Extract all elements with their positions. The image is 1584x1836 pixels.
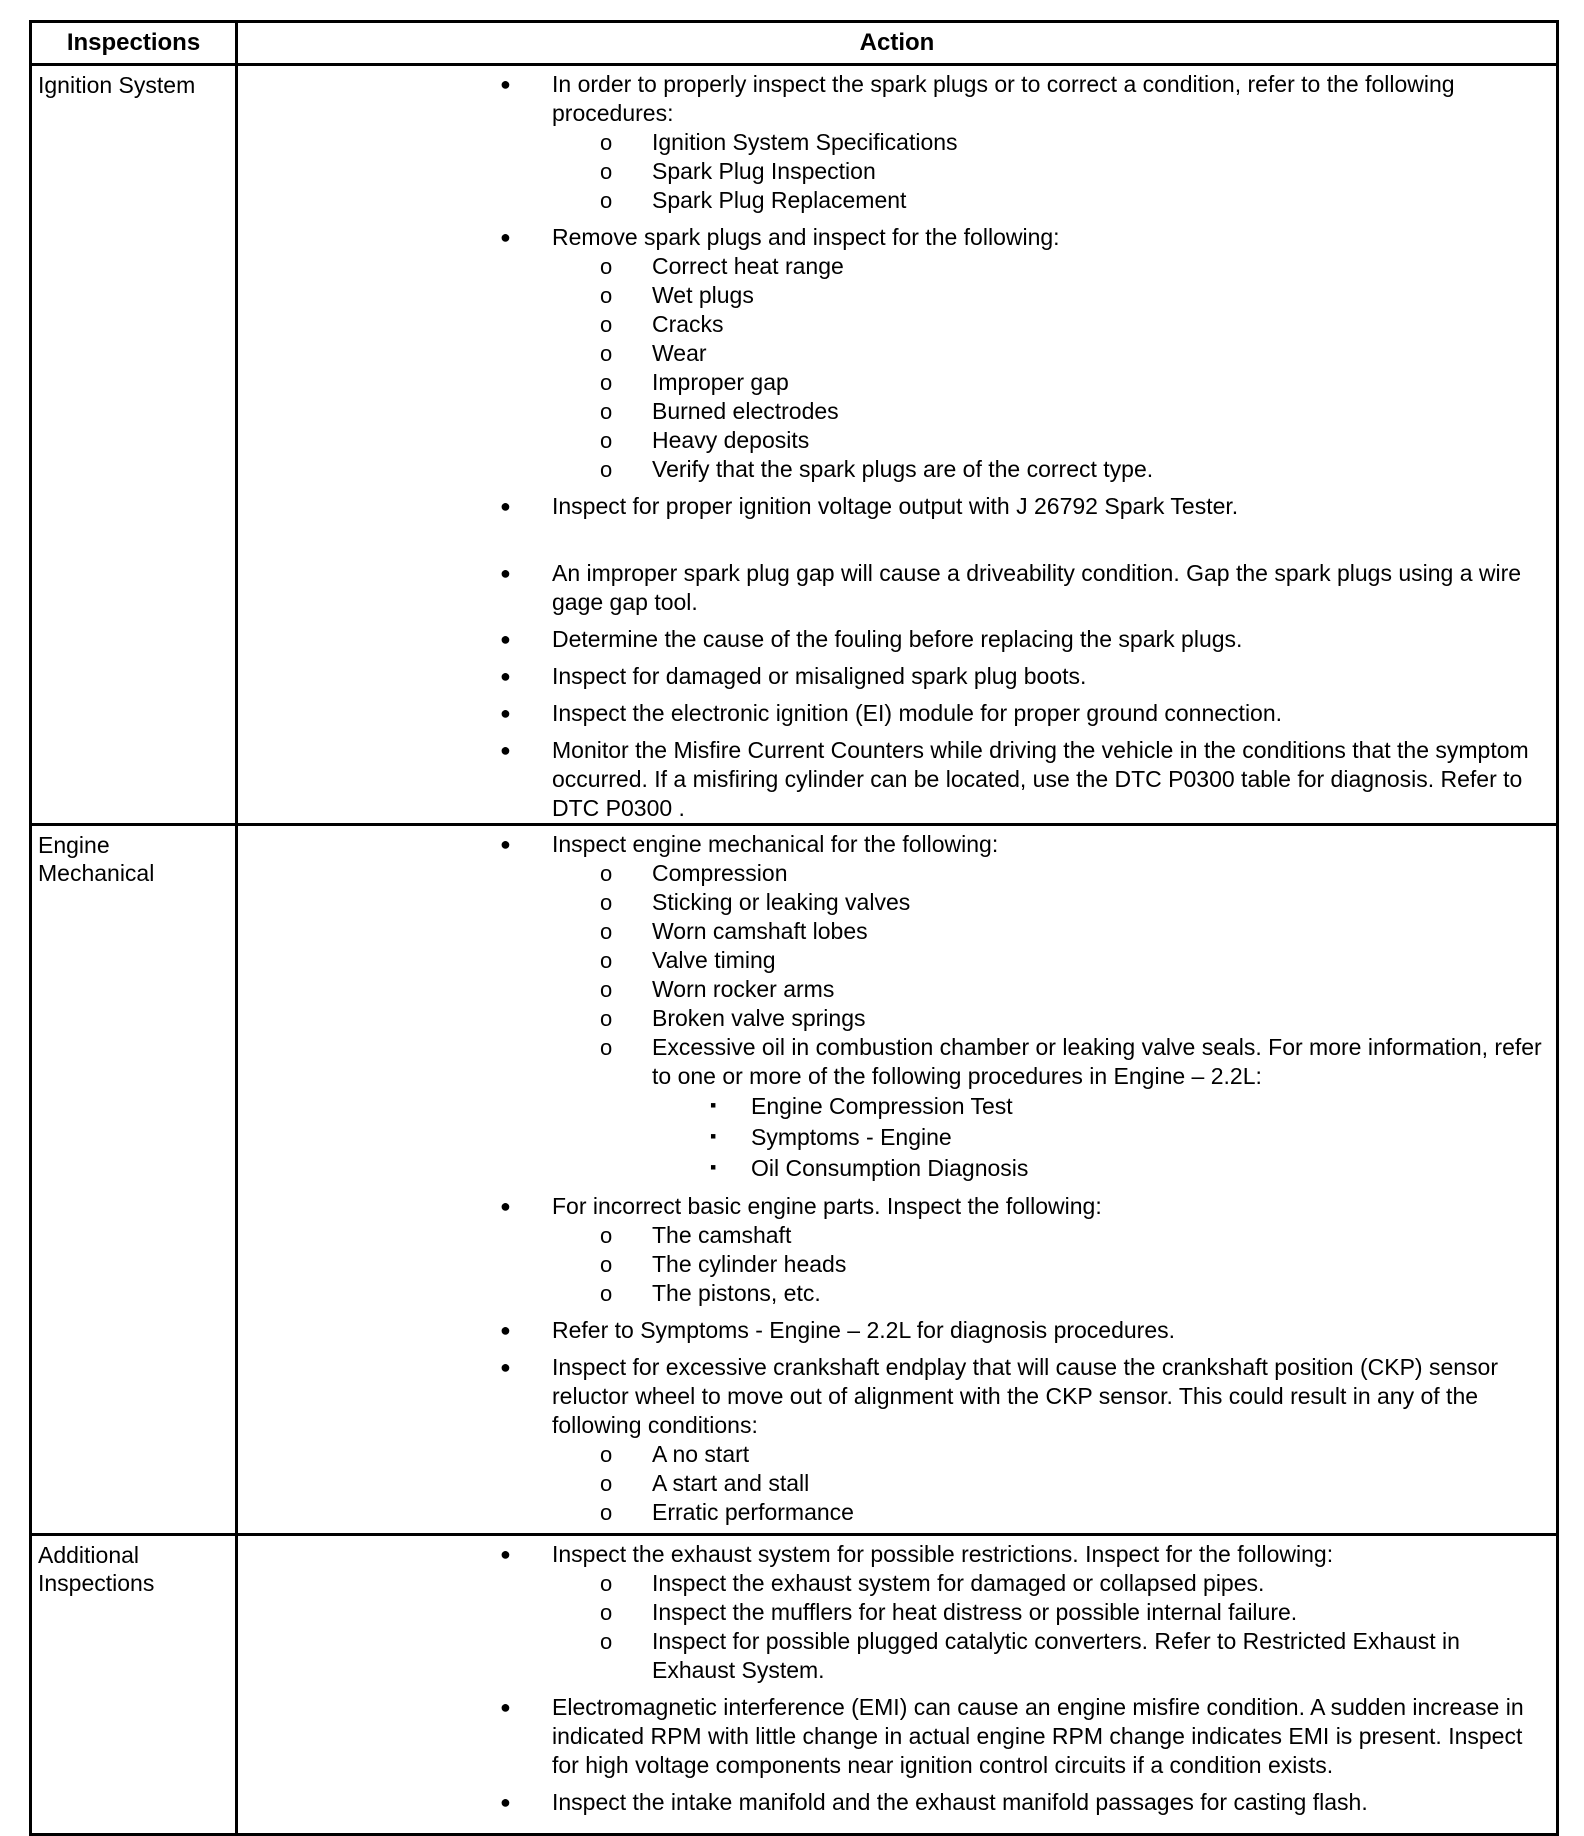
list-item-text: In order to properly inspect the spark plugs or to correct a condition, refer to the following procedures: [552, 71, 1455, 126]
list-item-text: Monitor the Misfire Current Counters while driving the vehicle in the conditions that the symptom occurred. If a misfiring cylinder can be located, use the DTC P0300 table for diagnosis. Refer to DTC P0300 . [552, 737, 1529, 821]
list-spacer [238, 215, 1548, 223]
circle-bullet-icon: o [600, 1600, 613, 1625]
list-item-level-2 [238, 1469, 1548, 1498]
list-item-level-2 [238, 157, 1548, 186]
bullet-icon: ● [500, 496, 511, 516]
list-item-text: Inspect the exhaust system for damaged or collapsed pipes. [652, 1570, 1265, 1596]
list-item-level-2 [238, 1004, 1548, 1033]
list-item-level-1 [238, 1540, 1548, 1569]
list-item-text: Inspect engine mechanical for the following: [552, 831, 999, 857]
list-item-level-2 [238, 917, 1548, 946]
circle-bullet-icon: o [600, 159, 613, 184]
list-item-text: Spark Plug Replacement [652, 187, 907, 213]
action-list [238, 1540, 1548, 1817]
list-item-text: Inspect for possible plugged catalytic converters. Refer to Restricted Exhaust in Exhaust System. [652, 1628, 1460, 1683]
list-item-text: Improper gap [652, 369, 789, 395]
list-item-text: Heavy deposits [652, 427, 810, 453]
circle-bullet-icon: o [600, 188, 613, 213]
list-item-text: Wet plugs [652, 282, 754, 308]
list-item-text: Inspect for damaged or misaligned spark plug boots. [552, 663, 1087, 689]
bullet-icon: ● [500, 1792, 511, 1812]
inspection-label: Engine Mechanical [31, 825, 237, 1535]
square-bullet-icon: ▪ [710, 1157, 717, 1177]
list-item-level-1 [238, 736, 1548, 823]
circle-bullet-icon: o [600, 283, 613, 308]
list-item-level-2 [238, 1627, 1548, 1685]
list-item-text: Cracks [652, 311, 724, 337]
list-item-level-2 [238, 397, 1548, 426]
list-item-level-1 [238, 1192, 1548, 1221]
list-item-text: Burned electrodes [652, 398, 839, 424]
list-item-text: Inspect for proper ignition voltage output with J 26792 Spark Tester. [552, 493, 1239, 519]
list-item-level-2 [238, 975, 1548, 1004]
list-item-level-1 [238, 625, 1548, 654]
bullet-icon: ● [500, 1320, 511, 1340]
list-spacer [238, 1685, 1548, 1693]
list-item-text: Valve timing [652, 947, 776, 973]
list-spacer [238, 728, 1548, 736]
circle-bullet-icon: o [600, 890, 613, 915]
list-item-level-2 [238, 859, 1548, 888]
list-item-text: Inspect for excessive crankshaft endplay that will cause the crankshaft position (CKP) sensor reluctor wheel to move out of alignment with the CKP sensor. This could result in any of the following conditions: [552, 1354, 1499, 1438]
bullet-icon: ● [500, 834, 511, 854]
list-item-text: Inspect the mufflers for heat distress or possible internal failure. [652, 1599, 1298, 1625]
list-item-text: Engine Compression Test [751, 1093, 1013, 1119]
list-item-level-1 [238, 492, 1548, 521]
list-item-text: The pistons, etc. [652, 1280, 821, 1306]
list-item-text: Correct heat range [652, 253, 844, 279]
list-item-level-1 [238, 559, 1548, 617]
list-item-text: Erratic performance [652, 1499, 854, 1525]
list-item-level-1 [238, 830, 1548, 859]
table-row-engine-mechanical [31, 825, 1558, 1535]
bullet-icon: ● [500, 1697, 511, 1717]
list-item-text: Electromagnetic interference (EMI) can cause an engine misfire condition. A sudden increase in indicated RPM with little change in actual engine RPM change indicates EMI is present. Inspect for high voltage components near ignition control circuits if a condition exists. [552, 1694, 1524, 1778]
action-list [238, 70, 1548, 823]
list-item-text: Inspect the exhaust system for possible restrictions. Inspect for the following: [552, 1541, 1334, 1567]
circle-bullet-icon: o [600, 1571, 613, 1596]
square-bullet-icon: ▪ [710, 1095, 717, 1115]
table-row-ignition-system [31, 65, 1558, 825]
list-item-level-1 [238, 1353, 1548, 1440]
list-item-level-2 [238, 368, 1548, 397]
list-item-level-2 [238, 1569, 1548, 1598]
bullet-icon: ● [500, 703, 511, 723]
bullet-icon: ● [500, 740, 511, 760]
circle-bullet-icon: o [600, 861, 613, 886]
circle-bullet-icon: o [600, 428, 613, 453]
list-item-level-2 [238, 1221, 1548, 1250]
list-item-level-2 [238, 339, 1548, 368]
list-item-level-2 [238, 1498, 1548, 1527]
circle-bullet-icon: o [600, 948, 613, 973]
action-cell [237, 825, 1558, 1535]
circle-bullet-icon: o [600, 1252, 613, 1277]
list-item-level-2 [238, 426, 1548, 455]
list-item-level-2 [238, 1598, 1548, 1627]
square-bullet-icon: ▪ [710, 1126, 717, 1146]
list-item-text: Inspect the electronic ignition (EI) module for proper ground connection. [552, 700, 1283, 726]
list-item-text: A start and stall [652, 1470, 810, 1496]
list-item-level-2 [238, 946, 1548, 975]
list-spacer [238, 1345, 1548, 1353]
list-item-level-2 [238, 1250, 1548, 1279]
list-item-level-2 [238, 128, 1548, 157]
list-item-level-1 [238, 699, 1548, 728]
list-item-text: Spark Plug Inspection [652, 158, 876, 184]
list-item-text: Refer to Symptoms - Engine – 2.2L for diagnosis procedures. [552, 1317, 1176, 1343]
list-item-text: Verify that the spark plugs are of the correct type. [652, 456, 1154, 482]
list-item-text: Excessive oil in combustion chamber or leaking valve seals. For more information, refer to one or more of the following procedures in Engine – 2.2L: [652, 1034, 1542, 1089]
list-spacer [238, 1308, 1548, 1316]
list-item-text: The cylinder heads [652, 1251, 847, 1277]
list-item-level-2 [238, 186, 1548, 215]
list-item-text: Worn rocker arms [652, 976, 835, 1002]
circle-bullet-icon: o [600, 130, 613, 155]
list-spacer [238, 1184, 1548, 1192]
list-item-text: Sticking or leaking valves [652, 889, 911, 915]
list-item-text: Oil Consumption Diagnosis [751, 1155, 1029, 1181]
list-item-level-1 [238, 1788, 1548, 1817]
list-item-text: Broken valve springs [652, 1005, 866, 1031]
list-item-text: Worn camshaft lobes [652, 918, 868, 944]
bullet-icon: ● [500, 1196, 511, 1216]
bullet-icon: ● [500, 563, 511, 583]
circle-bullet-icon: o [600, 919, 613, 944]
table-row-additional-inspections [31, 1535, 1558, 1835]
circle-bullet-icon: o [600, 1223, 613, 1248]
list-item-level-2 [238, 1440, 1548, 1469]
list-spacer [238, 617, 1548, 625]
list-item-level-2 [238, 310, 1548, 339]
circle-bullet-icon: o [600, 1471, 613, 1496]
list-item-text: Remove spark plugs and inspect for the following: [552, 224, 1060, 250]
list-item-level-1 [238, 1316, 1548, 1345]
list-item-level-3 [238, 1091, 1548, 1122]
inspection-table-document [29, 20, 1556, 1815]
list-item-text: The camshaft [652, 1222, 792, 1248]
circle-bullet-icon: o [600, 1035, 613, 1060]
list-item-text: Compression [652, 860, 788, 886]
action-cell [237, 1535, 1558, 1835]
circle-bullet-icon: o [600, 312, 613, 337]
circle-bullet-icon: o [600, 457, 613, 482]
list-item-text: Determine the cause of the fouling before replacing the spark plugs. [552, 626, 1243, 652]
bullet-icon: ● [500, 629, 511, 649]
list-spacer [238, 691, 1548, 699]
list-spacer [238, 654, 1548, 662]
list-item-level-2 [238, 281, 1548, 310]
inspection-table [29, 20, 1559, 1836]
list-item-level-3 [238, 1122, 1548, 1153]
list-item-level-2 [238, 1279, 1548, 1308]
list-item-level-1 [238, 223, 1548, 252]
bullet-icon: ● [500, 1544, 511, 1564]
bullet-icon: ● [500, 227, 511, 247]
action-list [238, 830, 1548, 1527]
circle-bullet-icon: o [600, 399, 613, 424]
inspection-label: Additional Inspections [31, 1535, 237, 1835]
list-item-level-1 [238, 1693, 1548, 1780]
list-item-level-2 [238, 455, 1548, 484]
list-item-text: An improper spark plug gap will cause a driveability condition. Gap the spark plugs using a wire gage gap tool. [552, 560, 1522, 615]
header-action: Action [237, 22, 1558, 65]
list-spacer [238, 1780, 1548, 1788]
circle-bullet-icon: o [600, 1006, 613, 1031]
inspection-label: Ignition System [31, 65, 237, 825]
header-inspections: Inspections [31, 22, 237, 65]
list-item-text: A no start [652, 1441, 750, 1467]
circle-bullet-icon: o [600, 1442, 613, 1467]
list-item-text: For incorrect basic engine parts. Inspect the following: [552, 1193, 1102, 1219]
circle-bullet-icon: o [600, 341, 613, 366]
list-item-text: Inspect the intake manifold and the exhaust manifold passages for casting flash. [552, 1789, 1368, 1815]
bullet-icon: ● [500, 1357, 511, 1377]
table-header-row [31, 22, 1558, 65]
list-item-text: Wear [652, 340, 707, 366]
list-item-level-2 [238, 888, 1548, 917]
list-spacer [238, 521, 1548, 559]
circle-bullet-icon: o [600, 1281, 613, 1306]
list-item-text: Symptoms - Engine [751, 1124, 952, 1150]
list-spacer [238, 484, 1548, 492]
action-cell [237, 65, 1558, 825]
bullet-icon: ● [500, 74, 511, 94]
list-item-text: Ignition System Specifications [652, 129, 958, 155]
list-item-level-1 [238, 662, 1548, 691]
list-item-level-2 [238, 252, 1548, 281]
circle-bullet-icon: o [600, 977, 613, 1002]
bullet-icon: ● [500, 666, 511, 686]
circle-bullet-icon: o [600, 1500, 613, 1525]
circle-bullet-icon: o [600, 254, 613, 279]
list-item-level-2 [238, 1033, 1548, 1091]
list-item-level-3 [238, 1153, 1548, 1184]
circle-bullet-icon: o [600, 1629, 613, 1654]
circle-bullet-icon: o [600, 370, 613, 395]
list-item-level-1 [238, 70, 1548, 128]
